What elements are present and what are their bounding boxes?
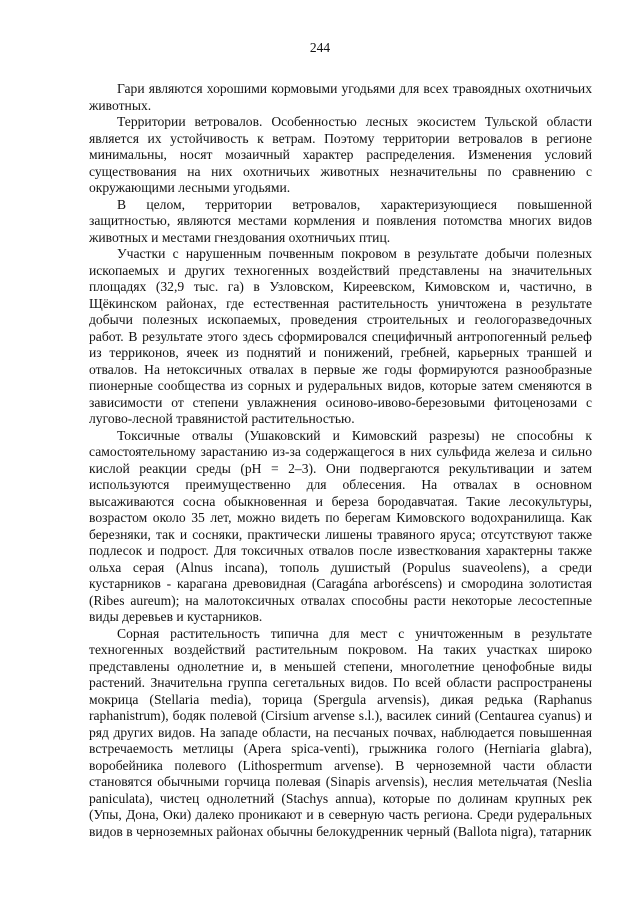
paragraph: Участки с нарушенным почвенным покровом в результате добычи полезных ископаемых и других техногенных воздействий представлены на значительных площадях (32,9 тыс. га) в Узловском, Киреевском, Кимовском и, частично, в Щёкинском районах, где естественная растительность уничтожена в результате добычи полезных ископаемых, проведения строительных и геологоразведочных работ. В результате этого здесь сформировался специфичный антропогенный рельеф из терриконов, ячеек из поднятий и понижений, гребней, карьерных траншей и отвалов. На нетоксичных отвалах в первые же годы формируются разнообразные пионерные сообщества из сорных и рудеральных видов, которые затем сменяются в зависимости от степени увлажнения осиново-ивово-березовыми фитоценозами с лугово-лесной травянистой растительностью. [89,246,592,426]
paragraph: Сорная растительность типична для мест с уничтоженным в результате техногенных воздействий растительным покровом. На таких участках широко представлены однолетние и, в меньшей степени, многолетние ценофобные виды растений. Значительна группа сегетальных видов. По всей области распространены мокрица (Stellaria media), торица (Spergula arvensis), дикая редька (Raphanus raphanistrum), бодяк полевой (Cirsium arvense s.l.), василек синий (Centaurea cyanus) и ряд других видов. На западе области, на песчаных почвах, наблюдается повышенная встречаемость метлицы (Apera spica-venti), грыжника голого (Herniaria glabra), воробейника полевого (Lithospermum arvense). В черноземной части области становятся обычными горчица полевая (Sinapis arvensis), неслия метельчатая (Neslia paniculata), чистец однолетний (Stachys annua), которые по долинам крупных рек (Упы, Дона, Оки) далеко проникают и в северную часть региона. Среди рудеральных видов в черноземных районах обычны белокудренник черный (Ballota nigra), татарник [89,625,592,839]
paragraph: Токсичные отвалы (Ушаковский и Кимовский разрезы) не способны к самостоятельному зарастанию из-за содержащегося в них сульфида железа и сильно кислой реакции среды (рН = 2–3). Они подвергаются рекультивации и затем используются преимущественно для облесения. На отвалах в основном высаживаются сосна обыкновенная и береза бородавчатая. Такие лесокультуры, возрастом около 35 лет, можно видеть по берегам Кимовского водохранилища. Как березняки, так и сосняки, практически лишены травяного яруса; отсутствуют также подлесок и подрост. Для токсичных отвалов после известкования характерны также ольха серая (Alnus incana), тополь душистый (Populus suaveolens), а среди кустарников - карагана древовидная (Caragána arboréscens) и смородина золотистая (Ribes aureum); на малотоксичных отвалах способны расти некоторые лесостепные виды деревьев и кустарников. [89,427,592,624]
main-text [89,81,592,840]
paragraph: В целом, территории ветровалов, характеризующиеся повышенной защитностью, являются местами кормления и появления потомства многих видов животных и местами гнездования охотничьих птиц. [89,196,592,245]
paragraph: Гари являются хорошими кормовыми угодьями для всех травоядных охотничьих животных. [89,81,592,113]
page-number: 244 [309,40,331,55]
paragraph: Территории ветровалов. Особенностью лесных экосистем Тульской области является их устойчивость к ветрам. Поэтому территории ветровалов в регионе минимальны, носят мозаичный характер распределения. Изменения условий существования на них охотничьих животных незначительны по сравнению с окружающими лесными угодьями. [89,114,592,195]
